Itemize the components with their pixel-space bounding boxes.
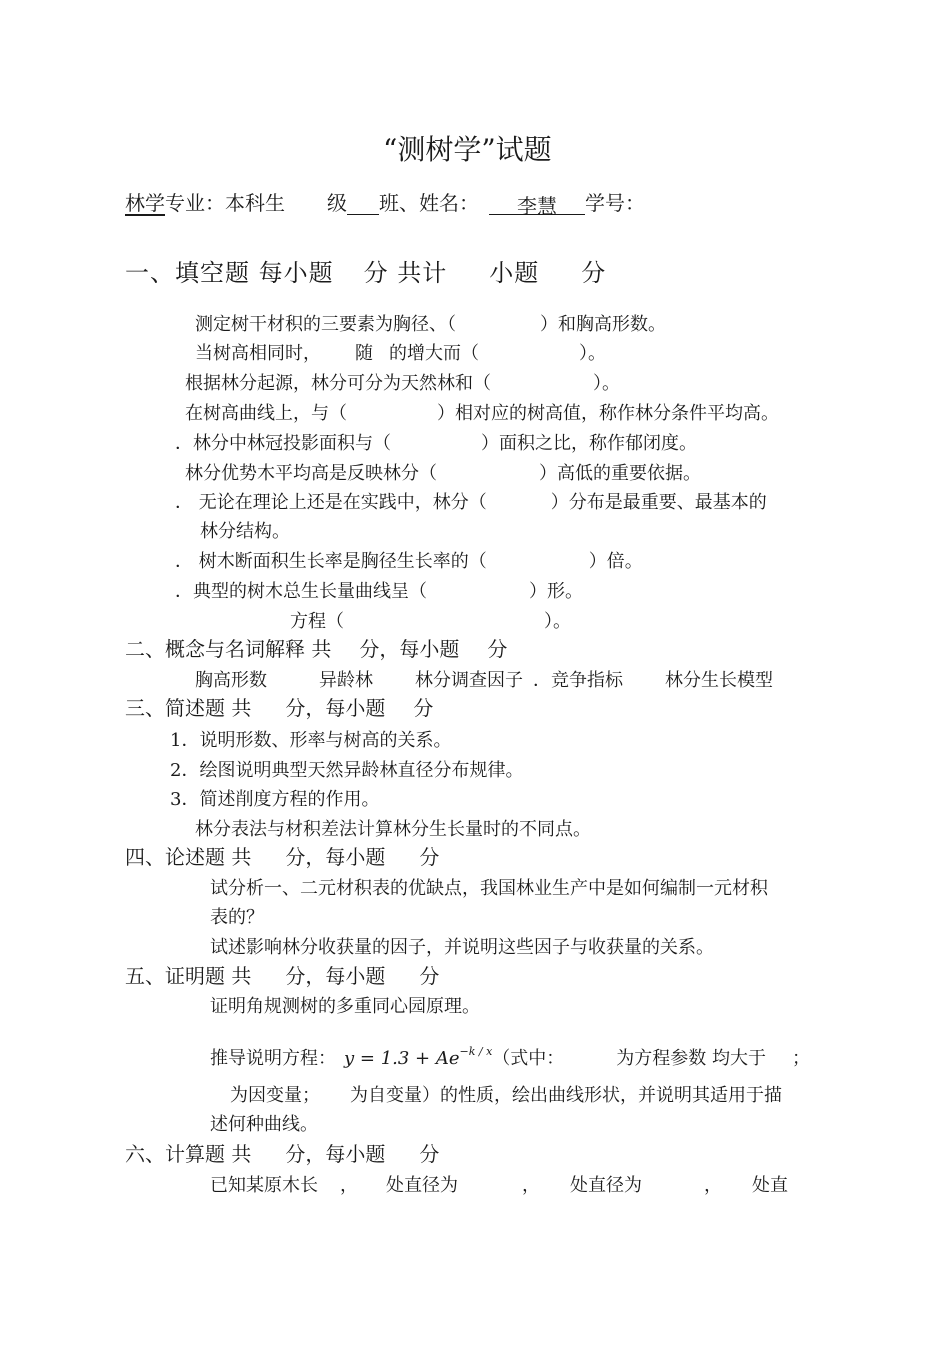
section1-heading-b: 分 共计 [363, 259, 448, 287]
q10-text-b: ）。 [544, 611, 571, 632]
q3-text-a: 根据林分起源，林分可分为天然林和（ [185, 373, 491, 394]
fill-question-5 [175, 433, 697, 455]
proof-question-2-end: 述何种曲线。 [210, 1114, 318, 1135]
section4-heading-c: 分 [419, 845, 440, 869]
section5-heading-a: 五、证明题 共 [125, 964, 252, 988]
short-question-1: 1．说明形数、形率与树高的关系。 [170, 730, 452, 751]
q2-independent-var: 为自变量）的性质，绘出曲线形状，并说明其适用于描 [350, 1085, 782, 1106]
term-4: ．竞争指标 [533, 670, 623, 691]
equation-exponent: −k / x [459, 1045, 493, 1058]
student-info-line [125, 191, 645, 218]
section2-heading-b: 分，每小题 [359, 637, 460, 661]
q2-text-d: ）。 [579, 343, 606, 364]
essay-question-1-continued: 表的？ [210, 907, 264, 928]
q7-text-b: ）分布是最重要、最基本的 [550, 492, 767, 513]
q1-text-a: 测定树干材积的三要素为胸径、（ [195, 314, 456, 335]
q4-text-a: 在树高曲线上，与（ [185, 403, 347, 424]
q9-text-a: ．典型的树木总生长量曲线呈（ [175, 581, 427, 602]
fill-question-1 [195, 314, 666, 336]
q7-text-a: ． 无论在理论上还是在实践中，林分（ [175, 492, 487, 513]
section6-heading-b: 分，每小题 [285, 1142, 386, 1166]
section3-heading-c: 分 [413, 696, 434, 720]
q10-text-a: 方程（ [290, 611, 344, 632]
fill-question-7-continued: 林分结构。 [200, 521, 290, 542]
fill-question-2 [195, 343, 606, 365]
q5-text-a: ．林分中林冠投影面积与（ [175, 433, 391, 454]
page-title: “测树学”试题 [383, 133, 552, 166]
major-label: 专业：本科生 [165, 191, 285, 215]
section1-heading-c: 小题 [489, 259, 540, 287]
short-question-4: 林分表法与材积差法计算林分生长量时的不同点。 [195, 819, 591, 840]
term-2: 异龄林 [319, 670, 373, 691]
term-list [195, 670, 773, 692]
calc-text-f: ， [704, 1175, 722, 1196]
section2-heading-a: 二、概念与名词解释 共 [125, 637, 332, 661]
q6-text-b: ）高低的重要依据。 [539, 463, 701, 484]
fill-question-9 [175, 581, 583, 603]
q2-semicolon: ； [792, 1048, 811, 1069]
q8-text-b: ）倍。 [588, 551, 643, 572]
q2-dependent-var: 为因变量； [230, 1085, 320, 1106]
class-name-label: 班、姓名： [379, 191, 479, 215]
q2-text-a: 当树高相同时， [195, 343, 321, 364]
student-name-field[interactable] [489, 194, 585, 218]
section1-heading-d: 分 [581, 259, 607, 287]
calc-text-c: 处直径为 [386, 1175, 458, 1196]
q2-derive-label: 推导说明方程： [210, 1048, 336, 1069]
q8-text-a: ． 树木断面积生长率是胸径生长率的（ [175, 551, 487, 572]
proof-question-1: 证明角规测树的多重同心园原理。 [210, 996, 480, 1017]
calc-question-1 [210, 1175, 788, 1197]
short-question-3: 3．简述削度方程的作用。 [170, 789, 380, 810]
fill-question-10 [290, 611, 571, 633]
q2-param-text: 为方程参数 均大于 [616, 1048, 767, 1069]
term-1: 胸高形数 [195, 670, 267, 691]
q5-text-b: ）面积之比，称作郁闭度。 [481, 433, 697, 454]
q6-text-a: 林分优势木平均高是反映林分（ [185, 463, 437, 484]
proof-question-2 [210, 1041, 810, 1070]
calc-text-d: ， [522, 1175, 540, 1196]
section1-heading-a: 一、填空题 每小题 [125, 259, 334, 287]
section5-heading-b: 分，每小题 [285, 964, 386, 988]
equation: y = 1.3 + Ae [344, 1048, 460, 1069]
fill-question-7 [175, 492, 767, 514]
q2-text-b: 随 [355, 343, 373, 364]
section5-heading-c: 分 [419, 964, 440, 988]
fill-question-3 [185, 373, 620, 395]
short-question-2: 2．绘图说明典型天然异龄林直径分布规律。 [170, 760, 524, 781]
term-5: 林分生长模型 [665, 670, 773, 691]
q9-text-b: ）形。 [529, 581, 583, 602]
calc-text-a: 已知某原木长 [210, 1175, 318, 1196]
student-name: 李慧 [517, 194, 557, 218]
fill-question-8 [175, 551, 643, 573]
major-name: 林学 [125, 191, 165, 215]
essay-question-1: 试分析一、二元材积表的优缺点，我国林业生产中是如何编制一元材积 [210, 878, 768, 899]
section3-heading-a: 三、简述题 共 [125, 696, 252, 720]
section4-heading-b: 分，每小题 [285, 845, 386, 869]
fill-question-4 [185, 403, 779, 425]
grade-label: 级 [327, 191, 347, 215]
calc-text-e: 处直径为 [570, 1175, 642, 1196]
calc-text-b: ， [340, 1175, 358, 1196]
section5-heading [125, 964, 439, 988]
q2-where-label: （式中： [492, 1048, 565, 1069]
student-id-label: 学号： [585, 191, 645, 215]
calc-text-g: 处直 [752, 1175, 788, 1196]
section4-heading [125, 845, 439, 869]
grade-blank[interactable] [347, 194, 379, 215]
proof-question-2-continued [230, 1085, 782, 1107]
section1-heading [125, 258, 606, 288]
section4-heading-a: 四、论述题 共 [125, 845, 252, 869]
essay-question-2: 试述影响林分收获量的因子，并说明这些因子与收获量的关系。 [210, 937, 714, 958]
q2-text-c: 的增大而（ [389, 343, 479, 364]
fill-question-6 [185, 463, 701, 485]
section2-heading [125, 637, 507, 661]
section6-heading-c: 分 [419, 1142, 440, 1166]
section3-heading [125, 696, 433, 720]
q1-text-b: ）和胸高形数。 [540, 314, 666, 335]
section6-heading [125, 1142, 439, 1166]
q3-text-b: ）。 [593, 373, 620, 394]
section3-heading-b: 分，每小题 [285, 696, 386, 720]
section2-heading-c: 分 [487, 637, 508, 661]
q4-text-b: ）相对应的树高值，称作林分条件平均高。 [437, 403, 779, 424]
section6-heading-a: 六、计算题 共 [125, 1142, 252, 1166]
term-3: 林分调查因子 [415, 670, 523, 691]
